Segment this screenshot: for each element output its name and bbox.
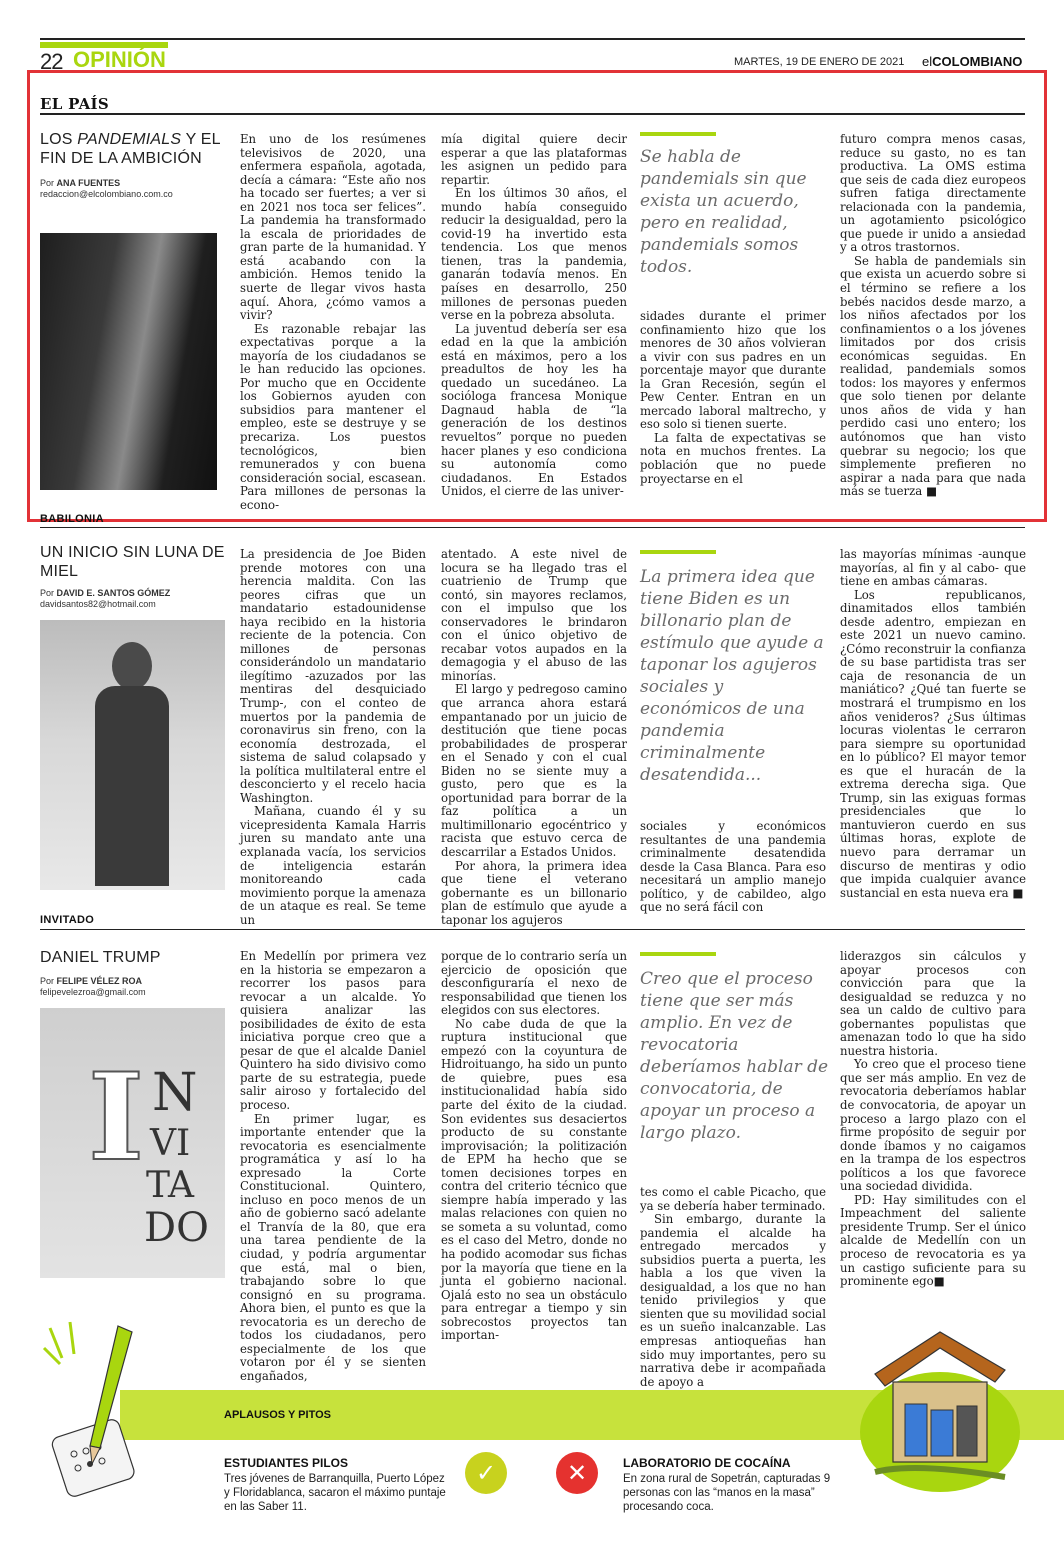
byline: Por FELIPE VÉLEZ ROA xyxy=(40,976,143,986)
section-label-el-pais: EL PAÍS xyxy=(40,95,109,113)
article-column-4: liderazgos sin cálculos y apoyar procesos con convicción para que la desigualdad se reduzca y no sea un caldo de cultivo para gobernantes populistas que amenazan todo lo que ha sido nuestra historia. Yo creo que el proceso tiene que ser más amplio. En vez de revocatoria deberíamos hablar de convocatoria, de apoyar un proceso a largo plazo con el firme propósito de seguir por donde íbamos y no caigamos en la trampa de los espectros políticos a los que favorece una sociedad dividida. PD: Hay similitudes con el Impeachment del saliente presidente Trump. Ser el único alcalde de Medellín con un proceso de revocatoria es ya un castigo suficiente para su prominente ego■ xyxy=(840,949,1026,1289)
quote-accent-bar xyxy=(640,952,716,956)
article-column-2: porque de lo contrario sería un ejercicio de oposición que desconfiguraría el nexo de responsabilidad que tienen los elegidos con sus electores. No cabe duda de que la ruptura institucional que empezó con la coyuntura de Hidroituango, ha sido un punto de quiebre, pues esa institucionalidad había sido parte del éxito de la ciudad. Son evidentes sus desaciertos producto de su constante improvisación; la politización de EPM ha hecho que se tomen decisiones torpes en contra del criterio técnico que siempre había imperado y las malas relaciones con quien no se someta a su voluntad, como es el caso del Metro, donde no ha podido acomodar sus fichas por la mayoría que tiene en la junta el gobierno nacional. Ojalá esto no sea un obstáculo para entregar a tiempo y sin sobrecostos proyectos tan importan- xyxy=(441,949,627,1343)
cross-icon: ✕ xyxy=(556,1452,598,1494)
section-rule xyxy=(40,527,1025,528)
hut-lab-icon xyxy=(855,1312,1025,1502)
author-email[interactable]: felipevelezroa@gmail.com xyxy=(40,987,146,997)
pito-heading: LABORATORIO DE COCAÍNA xyxy=(623,1456,791,1470)
article-column-1: La presidencia de Joe Biden prende motores con una herencia maldita. Con las peores cifras que un mandatario estadounidense haya recibido en la historia reciente de la potencia. Con millones de personas considerándolo un mandatario ilegítimo -azuzados por las mentiras del desquiciado Trump-, con el conteo de muertos por la pandemia de coronavirus sin freno, con la economía destrozada, el sistema de salud colapsado y la política multilateral entre el desconcierto y el recelo hacia Washington. Mañana, cuando él y su vicepresidenta Kamala Harris juren su mandato ante una explanada vacía, los servicios de inteligencia estarán monitoreando cada movimiento porque la amenaza de un ataque es real. Se teme un xyxy=(240,547,426,927)
article-column-1: En Medellín por primera vez en la historia se empezaron a recorrer los pasos para revocar a un alcalde. Yo quisiera analizar las posibilidades de éxito de esta iniciativa porque creo que a pesar de que el alcalde Daniel Quintero ha sido divisivo como parte de su estrategia, puede salir airoso y fortalecido del proceso. En primer lugar, es importante entender que la revocatoria es esencialmente programática y así lo ha expresado la Corte Constitucional. Quintero, incluso en poco menos de un año de gobierno sacó adelante el Tranvía de la 80, que era una tarea pendiente de la ciudad, y podría argumentar que está, mal o bien, trabajando sobre lo que consignó en su programa. Ahora bien, el punto es que la revocatoria es un derecho de todos los ciudadanos, pero especialmente de los que votaron por él y se sienten engañados, xyxy=(240,949,426,1383)
quote-accent-bar xyxy=(640,132,716,136)
pull-quote: Se habla de pandemials sin que exista un acuerdo, pero en realidad, pandemials somos todos. xyxy=(640,147,807,277)
quote-accent-bar xyxy=(640,550,716,554)
author-photo xyxy=(40,620,225,890)
newspaper-brand: elCOLOMBIANO xyxy=(922,54,1023,69)
article-title: UN INICIO SIN LUNA DE MIEL xyxy=(40,544,225,580)
author-email[interactable]: redaccion@elcolombiano.com.co xyxy=(40,189,173,199)
article-column-4: futuro compra menos casas, reduce su gasto, no es tan productiva. La OMS estima que seis de cada diez europeos sufren fatiga directamente relacionada con la pandemia, un agotamiento psicológico que puede ir unido a ansiedad y a otros trastornos. Se habla de pandemials sin que exista un acuerdo sobre si el término se refiere a los bebés nacidos desde marzo, a los niños afectados por los confinamientos o a los jóvenes limitados por dos crisis económicas seguidas. En realidad, pandemials somos todos: los mayores y enfermos que solo tienen por delante unos años de vida y han perdido casi uno entero; los autónomos que han visto quebrar su negocio; los que simplemente prefieren no aspirar a nada para que nada más se tuerza ■ xyxy=(840,132,1026,499)
invitado-letter-i: I xyxy=(88,1047,145,1188)
page-number: 22 xyxy=(40,49,63,74)
invitado-letters-vi: VI xyxy=(150,1123,191,1164)
section-title: OPINIÓN xyxy=(73,47,166,72)
pito-text: En zona rural de Sopetrán, capturadas 9 personas con las “manos en la masa” procesando coca. xyxy=(623,1473,831,1513)
section-label-invitado: INVITADO xyxy=(40,914,95,926)
article-column-1: En uno de los resúmenes televisivos de 2020, una enfermera española, agotada, decía a cámara: “Este año nos ha tocado ser fuertes; a ver si en 2021 nos toca ser felices”. La pandemia ha transformado la escala de prioridades de gran parte de la humanidad. Y está acabando con la ambición. Hemos tenido la suerte de llegar vivos hasta aquí. Ahora, ¿cómo vamos a vivir? Es razonable rebajar las expectativas porque a la mayoría de los ciudadanos se le han reducido las opciones. Por mucho que en Occidente los Gobiernos ayuden con subsidios para mantener el empleo, este se destruye y se precariza. Los puestos tecnológicos, bien remunerados y con buena consideración social, escasean. Para millones de personas la econo- xyxy=(240,132,426,512)
aplauso-heading: ESTUDIANTES PILOS xyxy=(224,1456,349,1470)
invitado-letters-ta: TA xyxy=(146,1165,195,1206)
portrait-head xyxy=(112,642,152,690)
section-rule xyxy=(40,113,1025,115)
section-rule xyxy=(40,929,1025,930)
byline: Por DAVID E. SANTOS GÓMEZ xyxy=(40,588,171,598)
section-label-babilonia: BABILONIA xyxy=(40,513,104,525)
issue-date: MARTES, 19 DE ENERO DE 2021 xyxy=(734,56,905,68)
byline: Por ANA FUENTES xyxy=(40,178,121,188)
article-title: DANIEL TRUMP xyxy=(40,949,161,966)
article-column-4: las mayorías mínimas -aunque mayorías, al fin y al cabo- que tiene en ambas cámaras. Los republicanos, dinamitados ellos también desde adentro, empiezan en este 2021 un nuevo camino. ¿Cómo reconstruir la confianza de su base partidista tras ser caja de resonancia de un maniático? ¿Qué tan fuerte se mostrará el trumpismo en los años venideros? ¿Sus últimas locuras violentas le cerraron para siempre su oportunidad en lo público? El mayor temor es que el huracán de la extrema derecha siga. Que Trump, sin las exiguas formas presidenciales que lo mantuvieron cuerdo en sus últimas horas, explote de nuevo para derramar un discurso de mentiras y odio que impida cualquier avance sustancial en esta nueva era ■ xyxy=(840,547,1026,900)
article-column-3: sidades durante el primer confinamiento hizo que los menores de 30 años volvieran a vivir con sus padres en un porcentaje mayor que durante la Gran Recesión, según el Pew Center. Entran en un mercado laboral maltrecho, y eso solo si tienen suerte. La falta de expectativas se nota en muchos frentes. La población que no puede proyectarse en el xyxy=(640,309,826,486)
top-rule xyxy=(40,38,1025,40)
article-column-2: mía digital quiere decir esperar a que las plataformas les asignen un pedido para repartir. En los últimos 30 años, el mundo había conseguido reducir la desigualdad, pero la covid-19 ha invertido esta tendencia. Los que menos tienen, tras la pandemia, ganarán todavía menos. En países en desarrollo, 250 millones de personas pueden verse en la pobreza absoluta. La juventud debería ser esa edad en la que la ambición está en máximos, pero a los preadultos de hoy les ha quedado un sucedáneo. La socióloga francesa Monique Dagnaud habla de “la generación de los destinos revueltos” porque no pueden hacer planes y eso condiciona su autonomía como ciudadanos. En Estados Unidos, el cierre de las univer- xyxy=(441,132,627,499)
pull-quote: La primera idea que tiene Biden es un billonario plan de estímulo que ayude a taponar los agujeros sociales y económicos de una pandemia criminalmente desatendida... xyxy=(640,567,824,785)
article-column-3: sociales y económicos resultantes de una pandemia criminalmente desatendida desde la Casa Blanca. Para eso necesitará un amplio manejo político, y de cabildeo, algo que no será fácil con xyxy=(640,819,826,915)
illustration-pen-image xyxy=(40,233,217,490)
aplausos-title: APLAUSOS Y PITOS xyxy=(224,1409,331,1421)
article-title: LOS PANDEMIALS Y EL FIN DE LA AMBICIÓN xyxy=(40,131,221,167)
article-column-3: tes como el cable Picacho, que ya se debería haber terminado. Sin embargo, durante la pandemia el alcalde ha entregado mercados y subsidios puerta a puerta, les habla a los que viven la desigualdad, a los que no han tenido privilegios y que sienten que su movilidad social es un sueño inalcanzable. Las empresas antioqueñas han sido muy importantes, pero su narrativa debe ir acompañada de apoyo a xyxy=(640,1185,826,1389)
invitado-letters-do: DO xyxy=(144,1205,209,1251)
pull-quote: Creo que el proceso tiene que ser más amplio. En vez de revocatoria deberíamos hablar de convocatoria, de apoyar un proceso a largo plazo. xyxy=(640,969,829,1143)
aplauso-text: Tres jóvenes de Barranquilla, Puerto López y Floridablanca, sacaron el máximo puntaje en las Saber 11. xyxy=(224,1473,446,1513)
check-icon: ✓ xyxy=(465,1452,507,1494)
invitado-letter-n: N xyxy=(152,1063,198,1123)
article-column-2: atentado. A este nivel de locura se ha llegado tras el cuatrienio de Trump que contó, sin mayores reclamos, con el impulso que los conservadores le brindaron con el único objetivo de recabar votos aupados en la demagogia y el abuso de las minorías. El largo y pedregoso camino que arranca ahora estará empantanado por un juicio de destitución que tiene pocas probabilidades de prosperar en el Senado y con el cual Biden no se siente muy a gusto, pero que es la oportunidad para borrar de la faz política a un multimillonario egocéntrico y racista que estuvo cerca de descarrilar a Estados Unidos. Por ahora, la primera idea que tiene el veterano gobernante es un billonario plan de estímulo que ayude a taponar los agujeros xyxy=(441,547,627,927)
pencil-ballot-icon xyxy=(40,1318,160,1498)
invitado-graphic xyxy=(40,1008,225,1278)
portrait-body xyxy=(95,686,169,886)
author-email[interactable]: davidsantos82@hotmail.com xyxy=(40,599,156,609)
